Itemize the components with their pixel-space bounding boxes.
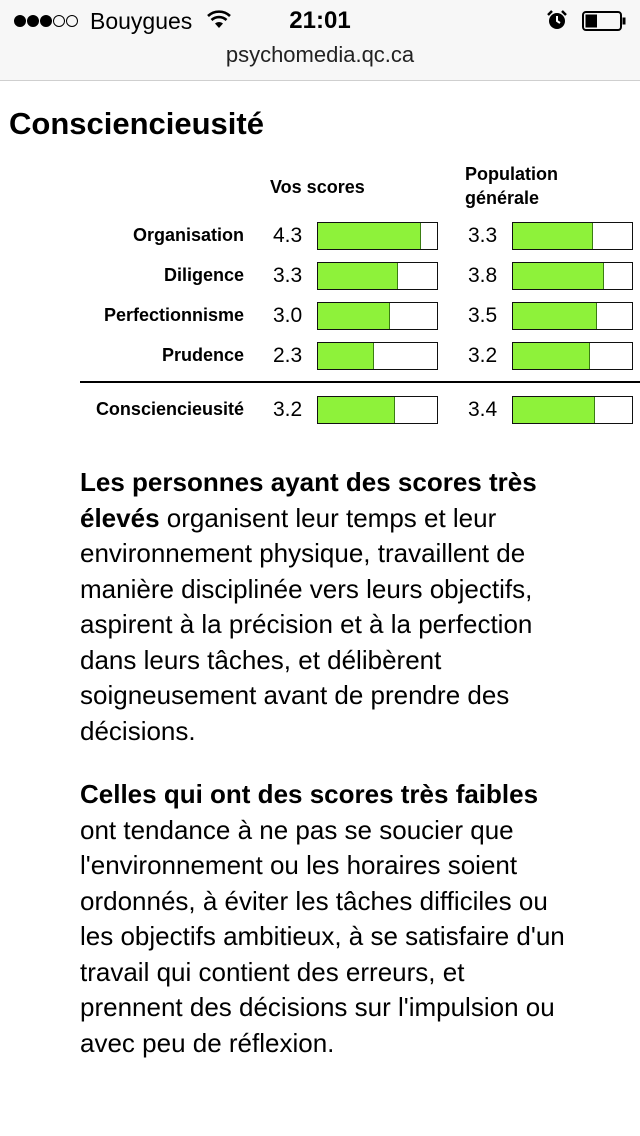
your-score-bar — [317, 262, 438, 290]
your-score-bar — [317, 342, 438, 370]
status-bar — [0, 0, 640, 40]
score-bar-fill — [513, 263, 604, 289]
column-header-your-scores: Vos scores — [270, 177, 365, 197]
score-bar-fill — [513, 343, 590, 369]
population-score-bar — [512, 222, 633, 250]
score-bar-fill — [318, 397, 395, 423]
score-row — [0, 221, 640, 251]
score-bar-fill — [513, 397, 595, 423]
your-score-value: 4.3 — [273, 224, 303, 247]
score-bar-fill — [318, 223, 421, 249]
address-bar[interactable]: psychomedia.qc.ca — [225, 42, 415, 67]
score-bar-fill — [513, 223, 593, 249]
trait-label: Diligence — [163, 265, 244, 285]
trait-label: Organisation — [132, 225, 244, 245]
table-divider — [80, 381, 640, 383]
low-score-lead: Celles qui ont des scores très faibles — [80, 779, 539, 809]
population-score-value: 3.2 — [468, 344, 498, 367]
population-score-value: 3.5 — [468, 304, 498, 327]
high-score-text: organisent leur temps et leur environnement physique, travaillent de manière disciplinée vers leurs objectifs, aspirent à la précision et à la perfection dans leurs tâches, et délibèrent soigneusement avant de prendre des décisions. — [80, 502, 533, 746]
population-score-value: 3.4 — [468, 398, 498, 421]
score-bar-fill — [318, 343, 374, 369]
battery-icon — [582, 11, 626, 31]
score-row — [0, 341, 640, 371]
population-score-value: 3.3 — [468, 224, 498, 247]
population-score-bar — [512, 302, 633, 330]
score-row — [0, 261, 640, 291]
trait-label: Prudence — [161, 345, 244, 365]
score-row — [0, 301, 640, 331]
page-title: Consciencieusité — [9, 106, 264, 141]
population-score-value: 3.8 — [468, 264, 498, 287]
your-score-bar — [317, 222, 438, 250]
column-header-population: Population générale — [465, 164, 558, 208]
low-score-text: ont tendance à ne pas se soucier que l'environnement ou les horaires soient ordonnés, à éviter les tâches difficiles ou les objectifs ambitieux, à se satisfaire d'un travail qui contient des erreurs, et prennent des décisions sur l'impulsion ou avec peu de réflexion. — [80, 814, 565, 1058]
score-bar-fill — [318, 303, 390, 329]
carrier-name: Bouygues — [90, 8, 193, 34]
high-score-description — [80, 465, 570, 749]
population-score-bar — [512, 342, 633, 370]
total-score-row — [0, 395, 640, 425]
browser-header — [0, 0, 640, 81]
status-time: 21:01 — [289, 7, 351, 34]
trait-label: Consciencieusité — [95, 399, 244, 419]
high-score-lead: Les personnes ayant des scores très élevés — [80, 467, 537, 533]
your-score-value: 3.0 — [273, 304, 303, 327]
population-score-bar — [512, 262, 633, 290]
your-score-value: 3.2 — [273, 398, 303, 421]
your-score-value: 3.3 — [273, 264, 303, 287]
your-score-bar — [317, 302, 438, 330]
alarm-icon — [546, 9, 568, 31]
score-bar-fill — [318, 263, 398, 289]
your-score-value: 2.3 — [273, 344, 303, 367]
low-score-description — [80, 777, 570, 1061]
population-score-bar — [512, 396, 633, 424]
score-bar-fill — [513, 303, 597, 329]
trait-label: Perfectionnisme — [103, 305, 244, 325]
your-score-bar — [317, 396, 438, 424]
